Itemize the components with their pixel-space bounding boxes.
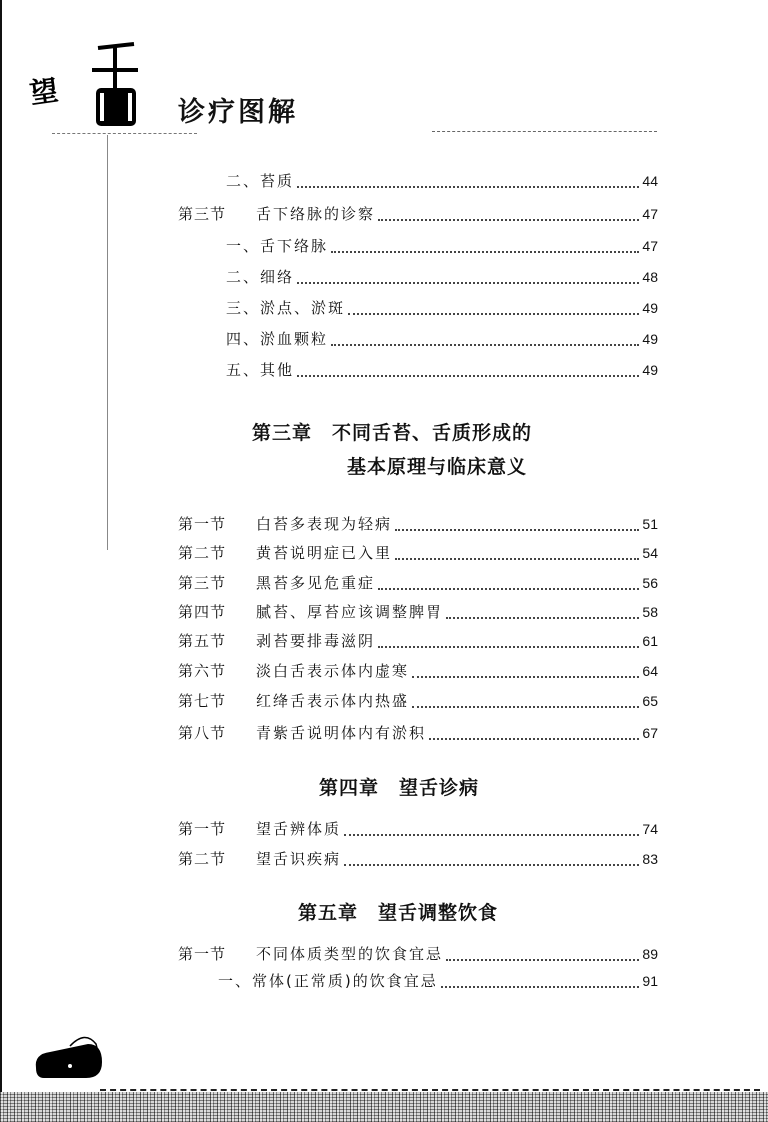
toc-section-number: 第四节 [178, 603, 227, 621]
chapter-heading[interactable] [319, 773, 479, 800]
toc-section[interactable] [178, 818, 658, 842]
dot-leader [344, 834, 639, 836]
toc-section[interactable] [178, 542, 658, 566]
header-divider-left [52, 133, 197, 134]
toc-section[interactable] [178, 572, 658, 596]
chapter-number: 第四章 [319, 777, 380, 799]
toc-section-number: 第一节 [178, 515, 227, 533]
chapter-title: 望舌调整饮食 [378, 902, 499, 924]
toc-section-page: 83 [642, 851, 658, 867]
toc-entry-page: 91 [642, 973, 658, 989]
toc-section[interactable] [178, 513, 658, 537]
dot-leader [412, 706, 639, 708]
toc-section-label: 黄苔说明症已入里 [256, 544, 393, 562]
toc-section[interactable] [178, 601, 658, 625]
toc-section[interactable] [178, 848, 658, 872]
toc-section-number: 第八节 [178, 724, 227, 742]
toc-entry-page: 49 [642, 300, 658, 316]
book-title: 诊疗图解 [178, 97, 298, 128]
toc-section-page: 67 [642, 725, 658, 741]
toc-entry-page: 44 [642, 173, 658, 189]
toc-section-page: 54 [642, 545, 658, 561]
toc-entry[interactable] [226, 297, 658, 321]
dot-leader [378, 588, 639, 590]
logo-she-icon [90, 40, 140, 130]
toc-section[interactable] [178, 690, 658, 714]
toc-section-label: 腻苔、厚苔应该调整脾胃 [256, 603, 444, 621]
toc-entry-label: 四、淤血颗粒 [226, 330, 329, 348]
dot-leader [331, 344, 639, 346]
dot-leader [297, 186, 639, 188]
dot-leader [429, 738, 639, 740]
toc-section-label: 白苔多表现为轻病 [256, 515, 393, 533]
toc-entry-page: 49 [642, 362, 658, 378]
dot-leader [348, 313, 639, 315]
dot-leader [378, 219, 639, 221]
toc-section[interactable] [178, 203, 658, 227]
toc-section-number: 第三节 [178, 205, 227, 223]
dot-leader [297, 282, 639, 284]
toc-entry[interactable] [226, 328, 658, 352]
toc-section-label: 剥苔要排毒滋阴 [256, 632, 376, 650]
toc-section-page: 64 [642, 663, 658, 679]
footer-divider [100, 1089, 760, 1091]
page-left-edge [0, 0, 2, 1122]
toc-section-page: 89 [642, 946, 658, 962]
dot-leader [441, 986, 640, 988]
toc-section-number: 第三节 [178, 574, 227, 592]
header-divider-right [432, 131, 657, 132]
toc-section-label: 舌下络脉的诊察 [256, 205, 376, 223]
toc-section-page: 74 [642, 821, 658, 837]
chapter-title-line2: 基本原理与临床意义 [347, 456, 528, 478]
toc-entry-label: 一、常体(正常质)的饮食宜忌 [218, 972, 438, 990]
chapter-number: 第三章 [252, 422, 313, 444]
toc-section-page: 61 [642, 633, 658, 649]
toc-section-number: 第二节 [178, 850, 227, 868]
chapter-heading[interactable] [298, 898, 498, 925]
toc-section[interactable] [178, 660, 658, 684]
chapter-heading-continued [347, 452, 527, 479]
toc-entry-page: 48 [642, 269, 658, 285]
toc-entry[interactable] [226, 170, 658, 194]
toc-entry-label: 二、细络 [226, 268, 295, 286]
toc-section-page: 56 [642, 575, 658, 591]
toc-entry[interactable] [226, 266, 658, 290]
margin-vertical-rule [107, 135, 108, 550]
toc-section-number: 第六节 [178, 662, 227, 680]
toc-section-page: 47 [642, 206, 658, 222]
toc-section-label: 黑苔多见危重症 [256, 574, 376, 592]
dot-leader [446, 617, 639, 619]
toc-section-label: 红绛舌表示体内热盛 [256, 692, 410, 710]
dot-leader [378, 646, 639, 648]
toc-entry-label: 一、舌下络脉 [226, 237, 329, 255]
logo-wang-glyph: 望 [27, 73, 61, 111]
toc-entry-label: 五、其他 [226, 361, 295, 379]
toc-section-number: 第五节 [178, 632, 227, 650]
dot-leader [412, 676, 639, 678]
toc-section-number: 第七节 [178, 692, 227, 710]
chapter-title-line1: 不同舌苔、舌质形成的 [332, 422, 533, 444]
dot-leader [297, 375, 639, 377]
toc-section-label: 淡白舌表示体内虚寒 [256, 662, 410, 680]
toc-section-number: 第一节 [178, 945, 227, 963]
toc-entry[interactable] [226, 359, 658, 383]
toc-entry-page: 47 [642, 238, 658, 254]
toc-section-number: 第二节 [178, 544, 227, 562]
toc-entry[interactable] [226, 235, 658, 259]
dot-leader [446, 959, 639, 961]
scan-noise-strip [0, 1092, 768, 1122]
toc-section[interactable] [178, 722, 658, 746]
toc-entry-label: 二、苔质 [226, 172, 295, 190]
dot-leader [395, 529, 639, 531]
toc-section-label: 望舌识疾病 [256, 850, 342, 868]
toc-entry-page: 49 [642, 331, 658, 347]
toc-section[interactable] [178, 943, 658, 967]
toc-section-page: 51 [642, 516, 658, 532]
toc-entry[interactable] [218, 970, 658, 994]
toc-section-page: 65 [642, 693, 658, 709]
chapter-title: 望舌诊病 [399, 777, 480, 799]
toc-section-number: 第一节 [178, 820, 227, 838]
toc-section-page: 58 [642, 604, 658, 620]
chapter-number: 第五章 [298, 902, 359, 924]
page-corner-tab-icon [30, 1032, 105, 1080]
dot-leader [344, 864, 639, 866]
toc-entry-label: 三、淤点、淤斑 [226, 299, 346, 317]
dot-leader [331, 251, 639, 253]
toc-section-label: 青紫舌说明体内有淤积 [256, 724, 427, 742]
chapter-heading[interactable] [252, 418, 532, 445]
toc-section-label: 不同体质类型的饮食宜忌 [256, 945, 444, 963]
toc-section-label: 望舌辨体质 [256, 820, 342, 838]
dot-leader [395, 558, 639, 560]
toc-section[interactable] [178, 630, 658, 654]
